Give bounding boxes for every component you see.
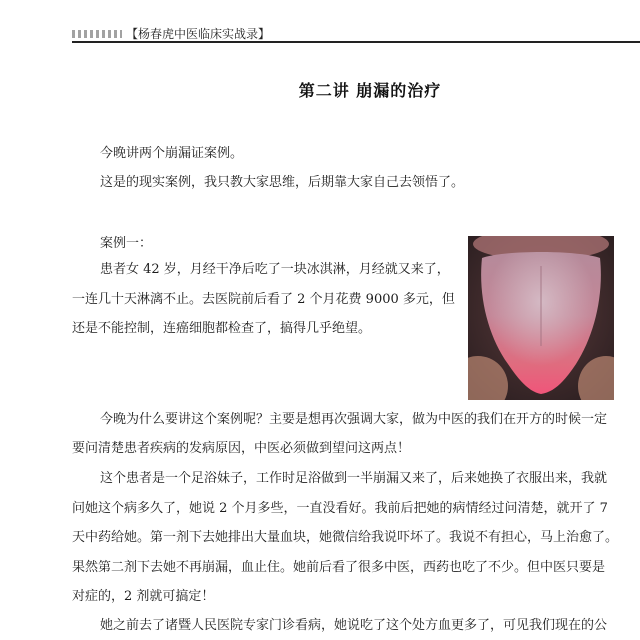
case-line-1: 患者女 42 岁，月经干净后吃了一块冰淇淋，月经就又来了，	[100, 262, 450, 277]
case-heading: 案例一：	[100, 236, 153, 251]
header-title: 【杨春虎中医临床实战录】	[126, 27, 271, 41]
discussion-line-1: 今晚为什么要讲这个案例呢？主要是想再次强调大家，做为中医的我们在开方的时候一定	[100, 412, 608, 427]
header-rule	[72, 41, 640, 43]
intro-line-2: 这是的现实案例，我只教大家思维，后期靠大家自己去领悟了。	[100, 175, 465, 190]
tongue-photo	[468, 236, 614, 400]
discussion-line-5: 天中药给她。第一剂下去她排出大量血块，她微信给我说吓坏了。我说不有担心，马上治愈了。	[72, 530, 619, 545]
discussion-line-6: 果然第二剂下去她不再崩漏，血止住。她前后看了很多中医，西药也吃了不少。但中医只要是	[72, 560, 606, 575]
chapter-title: 第二讲 崩漏的治疗	[298, 81, 442, 100]
header-decoration	[72, 30, 122, 38]
discussion-line-3: 这个患者是一个足浴妹子，工作时足浴做到一半崩漏又来了，后来她换了衣服出来，我就	[100, 471, 608, 486]
case-line-2: 一连几十天淋漓不止。去医院前后看了 2 个月花费 9000 多元，但	[72, 292, 455, 307]
case-line-3: 还是不能控制，连癌细胞都检查了，搞得几乎绝望。	[72, 321, 372, 336]
discussion-line-7: 对症的，2 剂就可搞定！	[72, 589, 215, 604]
running-header	[72, 28, 640, 42]
intro-line-1: 今晚讲两个崩漏证案例。	[100, 146, 244, 161]
discussion-line-8: 她之前去了诸暨人民医院专家门诊看病，她说吃了这个处方血更多了，可见我们现在的公	[100, 618, 608, 633]
discussion-line-2: 要问清楚患者疾病的发病原因，中医必须做到望问这两点！	[72, 441, 411, 456]
tongue-photo-icon	[468, 236, 614, 400]
discussion-line-4: 问她这个病多久了，她说 2 个月多些，一直没看好。我前后把她的病情经过问清楚，就开了 7	[72, 501, 608, 516]
